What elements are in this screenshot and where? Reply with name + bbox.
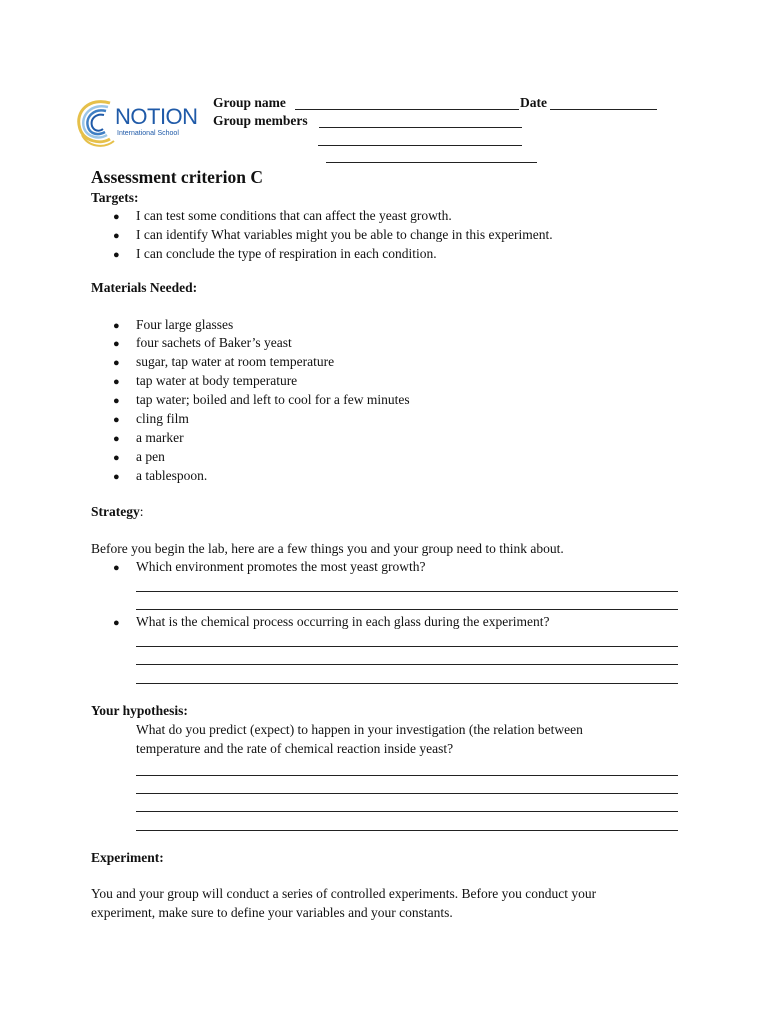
- strategy-heading-wrap: [91, 504, 144, 520]
- answer-line[interactable]: [136, 793, 678, 794]
- target-item: I can test some conditions that can affect the yeast growth.: [136, 208, 452, 223]
- bullet-icon: ●: [113, 376, 120, 388]
- date-label: Date: [520, 95, 547, 110]
- bullet-icon: ●: [113, 452, 120, 464]
- material-item: a marker: [136, 430, 184, 445]
- strategy-colon: :: [139, 504, 144, 519]
- bullet-icon: ●: [113, 230, 120, 242]
- material-item: tap water at body temperature: [136, 373, 298, 388]
- experiment-text-line2: experiment, make sure to define your variables and your constants.: [91, 905, 453, 920]
- group-members-line-1[interactable]: [319, 127, 522, 128]
- target-item: I can conclude the type of respiration in each condition.: [136, 246, 437, 261]
- group-name-label: Group name: [213, 95, 286, 110]
- answer-line[interactable]: [136, 811, 678, 812]
- bullet-icon: ●: [113, 471, 120, 483]
- bullet-icon: ●: [113, 357, 120, 369]
- group-name-line[interactable]: [295, 109, 519, 110]
- experiment-heading: Experiment:: [91, 850, 164, 865]
- strategy-intro: Before you begin the lab, here are a few things you and your group need to think about.: [91, 541, 564, 556]
- bullet-icon: ●: [113, 562, 120, 574]
- group-members-line-2[interactable]: [318, 145, 522, 146]
- hypothesis-heading: Your hypothesis:: [91, 703, 188, 718]
- group-members-line-3[interactable]: [326, 162, 537, 163]
- answer-line[interactable]: [136, 646, 678, 647]
- material-item: tap water; boiled and left to cool for a few minutes: [136, 392, 410, 407]
- bullet-icon: ●: [113, 433, 120, 445]
- targets-heading: Targets:: [91, 190, 139, 205]
- page-title: Assessment criterion C: [91, 167, 264, 187]
- date-line[interactable]: [550, 109, 657, 110]
- group-members-label: Group members: [213, 113, 308, 128]
- material-item: a pen: [136, 449, 165, 464]
- strategy-heading: Strategy: [91, 504, 140, 519]
- answer-line[interactable]: [136, 609, 678, 610]
- answer-line[interactable]: [136, 775, 678, 776]
- material-item: a tablespoon.: [136, 468, 208, 483]
- target-item: I can identify What variables might you be able to change in this experiment.: [136, 227, 553, 242]
- bullet-icon: ●: [113, 395, 120, 407]
- material-item: Four large glasses: [136, 317, 234, 332]
- material-item: cling film: [136, 411, 189, 426]
- strategy-question-1: Which environment promotes the most yeast growth?: [136, 559, 426, 574]
- answer-line[interactable]: [136, 664, 678, 665]
- logo-brand-text: NOTION: [115, 104, 198, 129]
- hypothesis-prompt-line1: What do you predict (expect) to happen in your investigation (the relation between: [136, 722, 583, 737]
- bullet-icon: ●: [113, 249, 120, 261]
- bullet-icon: ●: [113, 414, 120, 426]
- answer-line[interactable]: [136, 683, 678, 684]
- bullet-icon: ●: [113, 211, 120, 223]
- bullet-icon: ●: [113, 320, 120, 332]
- material-item: sugar, tap water at room temperature: [136, 354, 335, 369]
- material-item: four sachets of Baker’s yeast: [136, 335, 292, 350]
- answer-line[interactable]: [136, 830, 678, 831]
- answer-line[interactable]: [136, 591, 678, 592]
- bullet-icon: ●: [113, 338, 120, 350]
- hypothesis-prompt-line2: temperature and the rate of chemical reaction inside yeast?: [136, 741, 454, 756]
- experiment-text-line1: You and your group will conduct a series of controlled experiments. Before you conduct your: [91, 886, 597, 901]
- bullet-icon: ●: [113, 617, 120, 629]
- materials-heading: Materials Needed:: [91, 280, 198, 295]
- logo-subtitle: International School: [117, 130, 179, 137]
- strategy-question-2: What is the chemical process occurring in each glass during the experiment?: [136, 614, 550, 629]
